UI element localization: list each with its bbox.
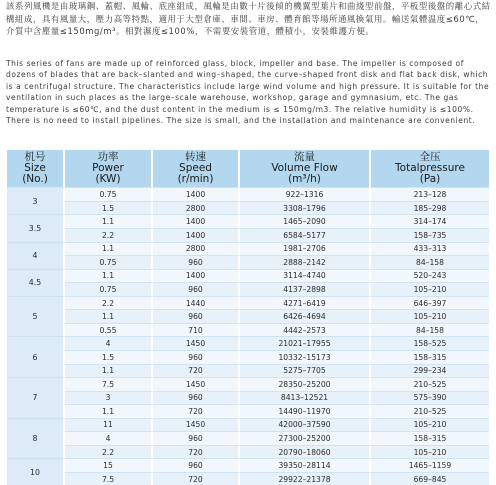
speed-cell: 960 <box>153 431 240 445</box>
table-row <box>7 269 489 283</box>
volume-flow-cell: 4137–2898 <box>240 282 371 296</box>
power-cell: 2.2 <box>65 228 153 242</box>
volume-flow-cell: 20790–18060 <box>240 445 371 459</box>
volume-flow-cell: 8413–12521 <box>240 391 371 405</box>
table-row <box>7 282 489 296</box>
power-cell: 7.5 <box>65 377 153 391</box>
table-row <box>7 309 489 323</box>
volume-flow-cell: 5275–7705 <box>240 364 371 378</box>
speed-cell: 1450 <box>153 336 240 350</box>
speed-cell: 1400 <box>153 214 240 228</box>
table-row <box>7 445 489 459</box>
column-header-power <box>65 150 153 187</box>
volume-flow-cell: 6426–4694 <box>240 309 371 323</box>
column-header-speed <box>153 150 240 187</box>
speed-cell: 1400 <box>153 269 240 283</box>
pressure-cell: 575–390 <box>371 391 489 405</box>
speed-cell: 960 <box>153 255 240 269</box>
speed-cell: 720 <box>153 404 240 418</box>
pressure-cell: 105–210 <box>371 418 489 432</box>
speed-cell: 960 <box>153 309 240 323</box>
power-cell: 1.1 <box>65 269 153 283</box>
column-header-unit: (m³/h) <box>288 172 321 185</box>
pressure-cell: 105–210 <box>371 282 489 296</box>
power-cell: 1.1 <box>65 242 153 256</box>
pressure-cell: 433–313 <box>371 242 489 256</box>
table-row <box>7 458 489 472</box>
size-cell: 3.5 <box>7 214 65 241</box>
size-cell: 3 <box>7 187 65 214</box>
pressure-cell: 210–525 <box>371 404 489 418</box>
power-cell: 15 <box>65 458 153 472</box>
table-row <box>7 187 489 201</box>
pressure-cell: 84–158 <box>371 323 489 337</box>
speed-cell: 1400 <box>153 228 240 242</box>
volume-flow-cell: 39350–28114 <box>240 458 371 472</box>
column-header-unit: (Pa) <box>419 172 441 185</box>
size-cell: 6 <box>7 336 65 377</box>
table-row <box>7 391 489 405</box>
table-row <box>7 323 489 337</box>
volume-flow-cell: 3308–1796 <box>240 201 371 215</box>
size-cell: 10 <box>7 458 65 485</box>
power-cell: 11 <box>65 418 153 432</box>
power-cell: 2.2 <box>65 445 153 459</box>
table-row <box>7 418 489 432</box>
power-cell: 1.1 <box>65 404 153 418</box>
table-row <box>7 255 489 269</box>
power-cell: 1.5 <box>65 350 153 364</box>
power-cell: 1.1 <box>65 364 153 378</box>
speed-cell: 720 <box>153 472 240 485</box>
pressure-cell: 105–210 <box>371 309 489 323</box>
power-cell: 7.5 <box>65 472 153 485</box>
volume-flow-cell: 1981–2706 <box>240 242 371 256</box>
pressure-cell: 646–397 <box>371 296 489 310</box>
table-row <box>7 336 489 350</box>
volume-flow-cell: 21021–17955 <box>240 336 371 350</box>
column-header-cn: 全压 <box>419 151 441 163</box>
table-row <box>7 431 489 445</box>
speed-cell: 2800 <box>153 201 240 215</box>
table-row <box>7 242 489 256</box>
speed-cell: 960 <box>153 391 240 405</box>
volume-flow-cell: 3114–4740 <box>240 269 371 283</box>
size-cell: 5 <box>7 296 65 337</box>
speed-cell: 1450 <box>153 377 240 391</box>
column-header-total-pressure <box>371 150 489 187</box>
volume-flow-cell: 1465–2090 <box>240 214 371 228</box>
table-row <box>7 472 489 485</box>
pressure-cell: 520–243 <box>371 269 489 283</box>
description-english: This series of fans are made up of reinforced glass, block, impeller and base. The impeller is composed of dozens of blades that are back–slanted and wing–shaped, the curve–shaped front disk and flat back disk, which is a centrifugal structure. The characteristics include large wind volume and high pressure. It is suitable for the ventilation in such places as the large–scale warehouse, workshop, garage and gymnasium, etc. The gas temperature is ≤60℃, and the dust content in the medium is ≤ 150mg/m3. The relative humidity is ≤100%. There is no need to install pipelines. The size is small, and the installation and maintenance are convenient. <box>6 59 490 126</box>
size-cell: 4 <box>7 242 65 269</box>
volume-flow-cell: 29922–21378 <box>240 472 371 485</box>
speed-cell: 960 <box>153 282 240 296</box>
power-cell: 0.75 <box>65 187 153 201</box>
volume-flow-cell: 14490–11970 <box>240 404 371 418</box>
volume-flow-cell: 28350–25200 <box>240 377 371 391</box>
volume-flow-cell: 42000–37590 <box>240 418 371 432</box>
pressure-cell: 158–735 <box>371 228 489 242</box>
table-row <box>7 377 489 391</box>
column-header-cn: 流量 <box>294 151 315 163</box>
size-cell: 8 <box>7 418 65 459</box>
power-cell: 4 <box>65 336 153 350</box>
power-cell: 1.1 <box>65 309 153 323</box>
column-header-en: Volume Flow <box>271 161 338 174</box>
speed-cell: 1450 <box>153 418 240 432</box>
volume-flow-cell: 6584–5177 <box>240 228 371 242</box>
pressure-cell: 84–158 <box>371 255 489 269</box>
column-header-cn: 转速 <box>185 151 206 163</box>
pressure-cell: 669–845 <box>371 472 489 485</box>
volume-flow-cell: 27300–25200 <box>240 431 371 445</box>
power-cell: 3 <box>65 391 153 405</box>
volume-flow-cell: 10332–15173 <box>240 350 371 364</box>
size-cell: 7 <box>7 377 65 418</box>
speed-cell: 960 <box>153 350 240 364</box>
power-cell: 0.75 <box>65 282 153 296</box>
column-header-unit: (r/min) <box>177 172 214 185</box>
speed-cell: 720 <box>153 445 240 459</box>
table-row <box>7 350 489 364</box>
power-cell: 2.2 <box>65 296 153 310</box>
pressure-cell: 158–315 <box>371 431 489 445</box>
pressure-cell: 210–525 <box>371 377 489 391</box>
column-header-cn: 功率 <box>97 151 119 163</box>
speed-cell: 720 <box>153 364 240 378</box>
speed-cell: 710 <box>153 323 240 337</box>
speed-cell: 2800 <box>153 242 240 256</box>
speed-cell: 1400 <box>153 187 240 201</box>
power-cell: 0.55 <box>65 323 153 337</box>
pressure-cell: 158–315 <box>371 350 489 364</box>
power-cell: 1.1 <box>65 214 153 228</box>
table-row <box>7 296 489 310</box>
table-header-row <box>7 150 489 187</box>
pressure-cell: 158–525 <box>371 336 489 350</box>
pressure-cell: 105–210 <box>371 445 489 459</box>
table-row <box>7 404 489 418</box>
speed-cell: 1440 <box>153 296 240 310</box>
pressure-cell: 1465–1159 <box>371 458 489 472</box>
power-cell: 4 <box>65 431 153 445</box>
column-header-en: Size <box>24 161 46 174</box>
pressure-cell: 185–298 <box>371 201 489 215</box>
volume-flow-cell: 4442–2573 <box>240 323 371 337</box>
column-header-volume-flow <box>240 150 371 187</box>
table-row <box>7 228 489 242</box>
power-cell: 0.75 <box>65 255 153 269</box>
power-cell: 1.5 <box>65 201 153 215</box>
column-header-en: Power <box>92 161 124 174</box>
pressure-cell: 314–174 <box>371 214 489 228</box>
table-body <box>7 187 489 485</box>
column-header-cn: 机号 <box>24 151 46 163</box>
table-row <box>7 201 489 215</box>
pressure-cell: 213–128 <box>371 187 489 201</box>
pressure-cell: 299–234 <box>371 364 489 378</box>
table-row <box>7 214 489 228</box>
column-header-size <box>7 150 65 187</box>
size-cell: 4.5 <box>7 269 65 296</box>
speed-cell: 960 <box>153 458 240 472</box>
fan-spec-table <box>7 150 489 485</box>
column-header-en: Speed <box>179 161 212 174</box>
description-chinese: 該系列風機是由玻璃鋼、蓋帽、風輪、底座組成，風輪是由數十片後傾的機翼型葉片和曲綫型前盤，平板型後盤的離心式結構組成，具有風量大，壓力高等特點，適用于大型倉庫、車間、車房、體育館等場所通風換氣用。輸送氣體温度≤60℃，介質中含塵量≤150mg/m³。相對濕度≤100%，不需要安裝管道，體積小，安裝維護方便。 <box>6 1 491 37</box>
column-header-unit: (KW) <box>95 172 121 185</box>
volume-flow-cell: 2888–2142 <box>240 255 371 269</box>
table-row <box>7 364 489 378</box>
volume-flow-cell: 4271–6419 <box>240 296 371 310</box>
column-header-unit: (No.) <box>22 172 48 185</box>
column-header-en: Totalpressure <box>395 161 465 174</box>
volume-flow-cell: 922–1316 <box>240 187 371 201</box>
